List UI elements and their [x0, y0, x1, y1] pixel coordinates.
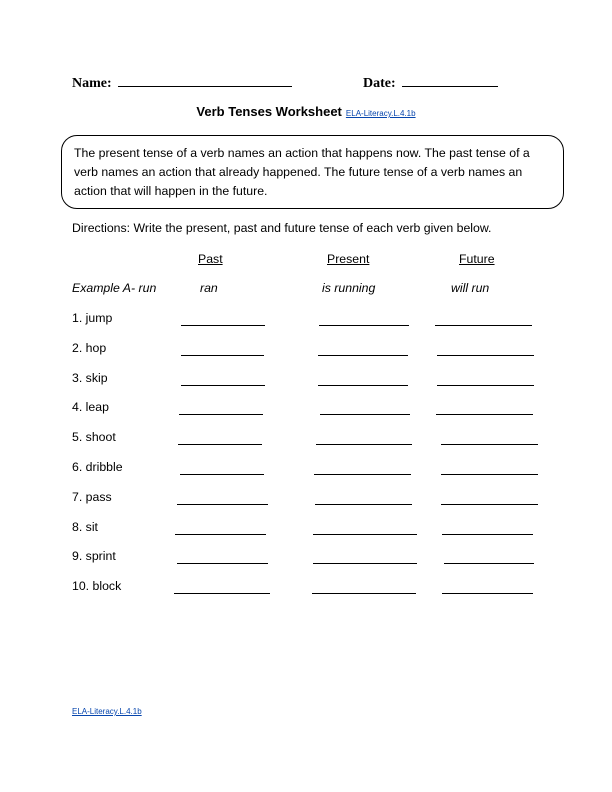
past-blank[interactable] [175, 534, 266, 535]
present-blank[interactable] [320, 414, 410, 415]
date-field[interactable] [363, 72, 498, 92]
present-blank[interactable] [315, 504, 412, 505]
column-header-future: Future [459, 252, 495, 266]
present-blank[interactable] [319, 325, 409, 326]
future-blank[interactable] [441, 474, 538, 475]
present-blank[interactable] [318, 385, 408, 386]
future-blank[interactable] [437, 355, 534, 356]
verb-label: 8. sit [72, 519, 98, 534]
date-line[interactable] [402, 72, 498, 87]
past-blank[interactable] [174, 593, 270, 594]
present-blank[interactable] [314, 474, 411, 475]
verb-label: 3. skip [72, 370, 108, 385]
future-blank[interactable] [441, 504, 538, 505]
name-field[interactable] [72, 72, 292, 92]
past-blank[interactable] [177, 563, 268, 564]
example-past: ran [200, 281, 218, 295]
column-header-past: Past [198, 252, 223, 266]
verb-label: 6. dribble [72, 460, 123, 474]
intro-box [61, 135, 564, 209]
example-future: will run [451, 281, 490, 295]
name-line[interactable] [118, 72, 292, 87]
footer-link[interactable]: ELA-Literacy.L.4.1b [72, 707, 142, 716]
name-label: Name: [72, 76, 112, 91]
verb-label: 7. pass [72, 489, 112, 504]
future-blank[interactable] [436, 414, 533, 415]
date-label: Date: [363, 76, 396, 91]
future-blank[interactable] [435, 325, 532, 326]
future-blank[interactable] [441, 444, 538, 445]
present-blank[interactable] [312, 593, 416, 594]
verb-label: 1. jump [72, 311, 113, 325]
present-blank[interactable] [313, 563, 417, 564]
past-blank[interactable] [181, 385, 265, 386]
verb-label: 9. sprint [72, 549, 116, 564]
example-present: is running [322, 281, 376, 295]
intro-text: The present tense of a verb names an action that happens now. The past tense of a verb names an action that already happened. The future tense of a verb names an action that will happen in the future. [74, 146, 530, 198]
directions-text: Directions: Write the present, past and future tense of each verb given below. [72, 221, 492, 235]
verb-label: 10. block [72, 579, 122, 594]
future-blank[interactable] [442, 534, 533, 535]
past-blank[interactable] [179, 414, 263, 415]
past-blank[interactable] [180, 474, 264, 475]
present-blank[interactable] [316, 444, 412, 445]
standard-link[interactable]: ELA-Literacy.L.4.1b [345, 109, 416, 118]
verb-label: 4. leap [72, 400, 109, 415]
verb-label: 2. hop [72, 340, 107, 355]
future-blank[interactable] [437, 385, 534, 386]
future-blank[interactable] [442, 593, 533, 594]
present-blank[interactable] [318, 355, 408, 356]
past-blank[interactable] [181, 355, 264, 356]
past-blank[interactable] [177, 504, 268, 505]
column-header-present: Present [327, 252, 370, 266]
example-label: Example A- run [72, 281, 157, 295]
verb-label: 5. shoot [72, 430, 116, 445]
past-blank[interactable] [181, 325, 265, 326]
worksheet-title [0, 104, 612, 119]
past-blank[interactable] [178, 444, 262, 445]
title-text: Verb Tenses Worksheet [196, 104, 342, 119]
future-blank[interactable] [444, 563, 534, 564]
present-blank[interactable] [313, 534, 417, 535]
